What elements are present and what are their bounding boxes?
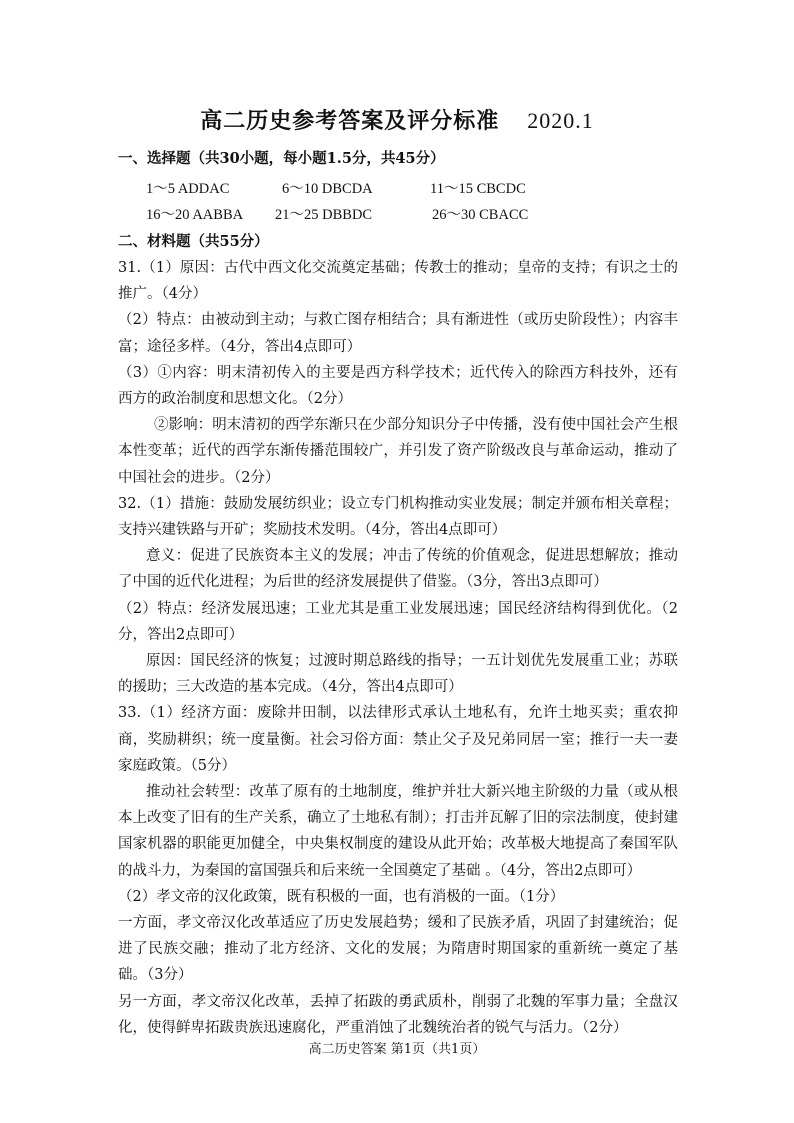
- answer-paragraph: （2）孝文帝的汉化政策，既有积极的一面，也有消极的一面。（1分）: [118, 888, 565, 905]
- answer-paragraph: （2）特点：经济发展迅速；工业尤其是重工业发展迅速；国民经济结构得到优化。（2分，答出2点即可）: [118, 600, 678, 643]
- answer-paragraph: 原因：国民经济的恢复；过渡时期总路线的指导；一五计划优先发展重工业；苏联的援助；三大改造的基本完成。（4分，答出4点即可）: [118, 653, 678, 696]
- answer-group-11-15: 11～15 CBCDC: [430, 181, 526, 197]
- section-heading-choice: 一、选择题（共30小题，每小题1.5分，共45分）: [118, 150, 445, 167]
- answer-group-6-10: 6～10 DBCDA: [282, 181, 373, 197]
- answer-paragraph: 32.（1）措施：鼓励发展纺织业；设立专门机构推动实业发展；制定并颁布相关章程；支持兴建铁路与开矿；奖励技术发明。（4分，答出4点即可）: [118, 495, 678, 539]
- answer-paragraph: （2）特点：由被动到主动；与救亡图存相结合；具有渐进性（或历史阶段性）；内容丰富；途径多样。（4分，答出4点即可）: [118, 312, 678, 355]
- answer-paragraph: 推动社会转型：改革了原有的土地制度，维护并壮大新兴地主阶级的力量（或从根本上改变了旧有的生产关系，确立了土地私有制）；打击并瓦解了旧的宗法制度，使封建国家机器的职能更加健全，中央集权制度的建设从此开始；改革极大地提高了秦国军队的战斗力，为秦国的富国强兵和后来统一全国奠定了基础 。（4分，答出2点即可）: [118, 784, 678, 879]
- answer-group-21-25: 21～25 DBBDC: [275, 207, 373, 223]
- title-year: 2020.1: [527, 108, 594, 133]
- answer-paragraph: 一方面，孝文帝汉化改革适应了历史发展趋势；缓和了民族矛盾，巩固了封建统治；促进了民族交融；推动了北方经济、文化的发展；为隋唐时期国家的重新统一奠定了基础。（3分）: [118, 915, 678, 984]
- answer-group-16-20: 16～20 AABBA: [146, 207, 244, 223]
- answer-paragraph: ②影响：明末清初的西学东渐只在少部分知识分子中传播，没有使中国社会产生根本性变革；近代的西学东渐传播范围较广，并引发了资产阶级改良与革命运动，推动了中国社会的进步。（2分）: [118, 417, 678, 486]
- answer-group-26-30: 26～30 CBACC: [432, 207, 529, 223]
- answer-paragraph: 31.（1）原因：古代中西文化交流奠定基础；传教士的推动；皇帝的支持；有识之士的推广。（4分）: [118, 260, 678, 303]
- document-title: [0, 104, 794, 135]
- answer-paragraph: 另一方面，孝文帝汉化改革，丢掉了拓跋的勇武质朴，削弱了北魏的军事力量；全盘汉化，使得鲜卑拓跋贵族迅速腐化，严重消蚀了北魏统治者的锐气与活力。（2分）: [118, 993, 678, 1036]
- page-footer: 高二历史答案 第1页（共1页）: [308, 1042, 486, 1057]
- answer-paragraph: 意义：促进了民族资本主义的发展；冲击了传统的价值观念，促进思想解放；推动了中国的近代化进程；为后世的经济发展提供了借鉴。（3分，答出3点即可）: [118, 548, 678, 591]
- section-heading-material: 二、材料题（共55分）: [118, 233, 269, 250]
- answer-body: [118, 255, 678, 1041]
- answer-paragraph: 33.（1）经济方面：废除井田制，以法律形式承认土地私有，允许土地买卖；重农抑商，奖励耕织；统一度量衡。社会习俗方面：禁止父子及兄弟同居一室；推行一夫一妻家庭政策。（5分）: [118, 705, 678, 774]
- answer-paragraph: （3）①内容：明末清初传入的主要是西方科学技术；近代传入的除西方科技外，还有西方的政治制度和思想文化。（2分）: [118, 364, 678, 408]
- title-text: 高二历史参考答案及评分标准: [200, 108, 500, 134]
- answer-group-1-5: 1～5 ADDAC: [146, 181, 230, 197]
